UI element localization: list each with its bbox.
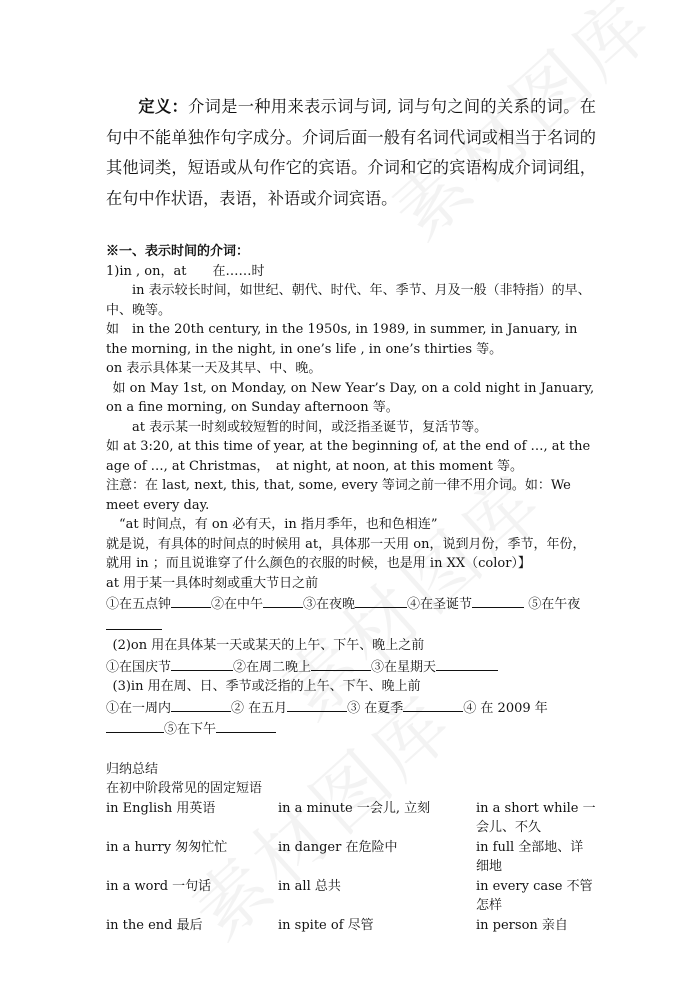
exercise3-title: (3)in 用在周、日、季节或泛指的上午、下午、晚上前 [112,679,421,694]
answer-blank[interactable] [355,593,407,608]
exercise1-title: at 用于某一具体时刻或重大节日之前 [106,575,319,591]
summary-title: 归纳总结 [106,761,159,777]
answer-blank[interactable] [311,656,371,671]
exercise-item: ④ 在 2009 年 [463,700,548,716]
definition-paragraph [106,92,596,214]
exercise-item: ③ 在夏季 [347,700,404,716]
in-description: in 表示较长时间，如世纪、朝代、时代、年、季节、月及一般（非特指）的早、中、晚等。 [106,283,591,318]
exercise-item: ①在国庆节 [106,659,172,675]
exercise2-title: (2)on 用在具体某一天或某天的上午、下午、晚上之前 [112,638,425,653]
exercise-item: ⑤在午夜 [528,597,581,612]
at-description: at 表示某一时刻或较短暂的时间，或泛指圣诞节，复活节等。 [132,419,488,435]
phrase-item: in person 亲自 [476,917,568,933]
phrase-item: in all 总共 [278,878,341,894]
phrase-item: in a minute 一会儿, 立刻 [278,800,431,816]
exercise-item: ③在星期天 [371,659,437,675]
on-example: 如 on May 1st, on Monday, on New Year’s Day, on a cold night in January, on a fine morning, on Sunday afternoon 等。 [106,380,595,415]
phrase-row [106,877,596,916]
phrase-row [106,838,596,877]
at-example: 如 at 3:20, at this time of year, at the beginning of, at the end of …, at the age of …, at Christmas， at night, at noon, at this moment 等。 [106,439,591,474]
exercise-item: ③在夜晚 [303,597,356,612]
exercise-item: ⑤在下午 [164,722,217,737]
exercise-item: ④在圣诞节 [407,597,473,612]
phrase-row [106,799,596,838]
answer-blank[interactable] [403,697,463,712]
phrase-item: in English 用英语 [106,800,216,816]
phrase-item: in the end 最后 [106,917,203,933]
exercise-item: ② 在五月 [231,700,288,716]
exercise2-items [106,656,596,678]
section-heading: ※一、表示时间的介词： [106,244,250,259]
exercise-item: ②在周二晚上 [233,659,312,675]
definition-text: 介词是一种用来表示词与词, 词与句之间的关系的词。在句中不能单独作句字成分。介词后面一般有名词代词或相当于名词的其他词类，短语或从句作它的宾语。介词和它的宾语构成介词词组，在句中作状语，表语，补语或介词宾语。 [106,97,596,208]
phrase-item: in spite of 尽管 [278,917,374,933]
phrase-item: in a hurry 匆匆忙忙 [106,839,228,855]
definition-label: 定义： [138,97,189,116]
answer-blank[interactable] [106,615,162,630]
phrase-row [106,916,596,936]
exercise1-items [106,593,596,636]
answer-blank[interactable] [472,593,524,608]
phrase-item: in full 全部地、详细地 [476,839,584,874]
rhyme: “at 时间点，有 on 必有天，in 指月季年，也和色相连” [119,517,438,532]
answer-blank[interactable] [436,656,498,671]
answer-blank[interactable] [171,697,231,712]
note: 注意：在 last, next, this, that, some, every 等词之前一律不用介词。如：We meet every day. [106,478,571,513]
summary-subtitle: 在初中阶段常见的固定短语 [106,781,263,796]
exercise-item: ①在一周内 [106,700,172,716]
answer-blank[interactable] [216,718,276,733]
answer-blank[interactable] [171,593,211,608]
phrase-item: in a short while 一会儿、不久 [476,800,596,835]
exercise-item: ②在中午 [211,597,264,612]
exercise3-items [106,697,596,740]
on-description: on 表示具体某一天及其早、中、晚。 [106,361,322,376]
answer-blank[interactable] [171,656,233,671]
phrase-item: in every case 不管怎样 [476,878,593,913]
explanation: 就是说，有具体的时间点的时候用 at，具体那一天用 on，说到月份，季节，年份，就用 in ；而且说谁穿了什么颜色的衣服的时候，也是用 in XX（color）】 [106,536,586,571]
summary-section [106,760,596,936]
subheading-in-on-at: 1)in , on，at 在……时 [106,263,265,279]
time-prepositions-section [106,242,596,740]
answer-blank[interactable] [287,697,347,712]
phrase-item: in danger 在危险中 [278,839,398,855]
phrase-item: in a word 一句话 [106,878,212,894]
exercise-item: ①在五点钟 [106,597,172,612]
answer-blank[interactable] [263,593,303,608]
answer-blank[interactable] [106,718,164,733]
in-example: 如 in the 20th century, in the 1950s, in 1989, in summer, in January, in the morning, in the night, in one’s life , in one’s thirties 等。 [106,322,578,357]
document-page [106,92,596,935]
